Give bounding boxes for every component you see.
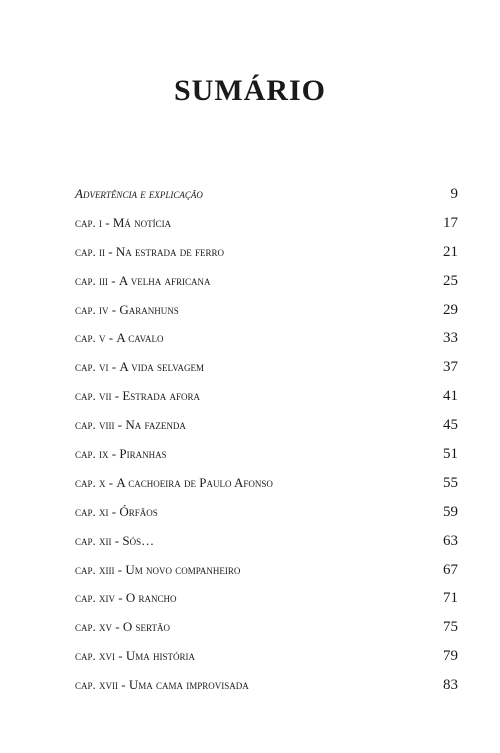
page-number: 37: [443, 359, 458, 376]
separator: -: [105, 243, 116, 259]
toc-entry[interactable]: [75, 388, 458, 417]
toc-entry-title: [75, 186, 203, 202]
separator: -: [111, 388, 123, 404]
separator: -: [102, 214, 113, 230]
chapter-number: cap. ix: [75, 446, 109, 462]
chapter-number: cap. i: [75, 214, 103, 230]
toc-entry[interactable]: [75, 648, 458, 677]
chapter-number: cap. x: [75, 474, 106, 490]
chapter-number: cap. v: [75, 330, 106, 346]
chapter-title: O rancho: [125, 590, 177, 606]
toc-entry-title: [75, 533, 154, 549]
chapter-number: cap. iii: [75, 272, 108, 288]
toc-entry[interactable]: [75, 359, 458, 388]
toc-entry[interactable]: [75, 677, 458, 706]
separator: -: [114, 417, 126, 433]
page-number: 45: [443, 417, 458, 434]
chapter-title: Piranhas: [119, 446, 167, 462]
toc-entry-title: [75, 590, 177, 606]
page-number: 41: [443, 388, 458, 405]
page-number: 71: [443, 590, 458, 607]
chapter-number: cap. xv: [75, 619, 113, 635]
chapter-title: Órfãos: [119, 503, 158, 519]
toc-entry-title: [75, 475, 273, 491]
chapter-number: cap. vii: [75, 388, 112, 404]
page-number: 67: [443, 561, 458, 578]
toc-entry[interactable]: [75, 533, 458, 562]
chapter-title: Uma história: [125, 648, 195, 664]
chapter-number: cap. vi: [75, 359, 109, 375]
separator: -: [108, 446, 120, 462]
toc-entry[interactable]: [75, 475, 458, 504]
toc-entry-title: [75, 302, 179, 318]
separator: -: [108, 359, 120, 375]
table-of-contents: [75, 186, 458, 706]
chapter-number: cap. xvi: [75, 648, 116, 664]
chapter-title: A cavalo: [116, 330, 164, 346]
toc-entry[interactable]: [75, 302, 458, 331]
toc-entry-title: [75, 417, 186, 433]
page-number: 17: [443, 214, 458, 231]
page-title: SUMÁRIO: [173, 74, 326, 107]
toc-entry[interactable]: [75, 273, 458, 302]
toc-entry-title: [75, 504, 158, 520]
toc-entry-title: [75, 562, 240, 578]
page-number: 9: [450, 186, 458, 202]
separator: -: [115, 590, 126, 606]
chapter-number: cap. xi: [75, 503, 109, 519]
toc-entry[interactable]: [75, 504, 458, 533]
toc-entry-title: [75, 215, 171, 231]
toc-entry[interactable]: [75, 446, 458, 475]
toc-entry[interactable]: [75, 186, 458, 215]
chapter-number: cap. xiii: [75, 561, 115, 577]
toc-entry[interactable]: [75, 330, 458, 359]
chapter-title: A vida selvagem: [119, 359, 205, 375]
toc-entry-title: [75, 244, 224, 260]
chapter-title: O sertão: [122, 619, 170, 635]
separator: -: [105, 474, 117, 490]
toc-entry-title: [75, 619, 170, 635]
chapter-title: Garanhuns: [119, 301, 179, 317]
chapter-title: Na estrada de ferro: [115, 243, 225, 259]
toc-entry[interactable]: [75, 244, 458, 273]
toc-entry-title: [75, 273, 211, 289]
toc-entry-title: [75, 446, 167, 462]
separator: -: [115, 648, 126, 664]
separator: -: [108, 503, 120, 519]
separator: -: [108, 272, 119, 288]
toc-entry-title: [75, 648, 195, 664]
page-number: 33: [443, 330, 458, 347]
page-number: 75: [443, 619, 458, 636]
separator: -: [112, 619, 123, 635]
chapter-title: Estrada afora: [122, 388, 201, 404]
toc-entry[interactable]: [75, 417, 458, 446]
page-number: 29: [443, 301, 458, 318]
separator: -: [108, 301, 120, 317]
toc-entry-title: [75, 359, 204, 375]
separator: -: [114, 561, 126, 577]
page-number: 25: [443, 272, 458, 289]
chapter-title: Má notícia: [112, 214, 172, 230]
toc-entry-title: [75, 677, 249, 693]
chapter-title: Uma cama improvisada: [128, 677, 249, 693]
chapter-number: cap. ii: [75, 243, 106, 259]
chapter-title: Sós…: [122, 532, 155, 548]
chapter-title: A cachoeira de Paulo Afonso: [116, 474, 273, 490]
chapter-title: Um novo companheiro: [125, 561, 241, 577]
page-number: 63: [443, 532, 458, 549]
page-number: 59: [443, 503, 458, 520]
chapter-number: cap. iv: [75, 301, 109, 317]
page-number: 79: [443, 648, 458, 665]
toc-entry[interactable]: [75, 590, 458, 619]
separator: -: [111, 532, 123, 548]
chapter-number: cap. xvii: [75, 677, 119, 693]
page-number: 51: [443, 446, 458, 463]
page-number: 21: [443, 243, 458, 260]
toc-entry[interactable]: [75, 619, 458, 648]
page-number: 83: [443, 677, 458, 694]
chapter-title: Advertência e explicação: [75, 186, 203, 201]
chapter-title: Na fazenda: [125, 417, 186, 433]
toc-entry[interactable]: [75, 215, 458, 244]
toc-entry-title: [75, 330, 163, 346]
toc-entry[interactable]: [75, 562, 458, 591]
separator: -: [118, 677, 129, 693]
toc-entry-title: [75, 388, 200, 404]
page-number: 55: [443, 474, 458, 491]
separator: -: [105, 330, 117, 346]
chapter-number: cap. xii: [75, 532, 112, 548]
chapter-number: cap. xiv: [75, 590, 116, 606]
chapter-title: A velha africana: [118, 272, 211, 288]
chapter-number: cap. viii: [75, 417, 115, 433]
